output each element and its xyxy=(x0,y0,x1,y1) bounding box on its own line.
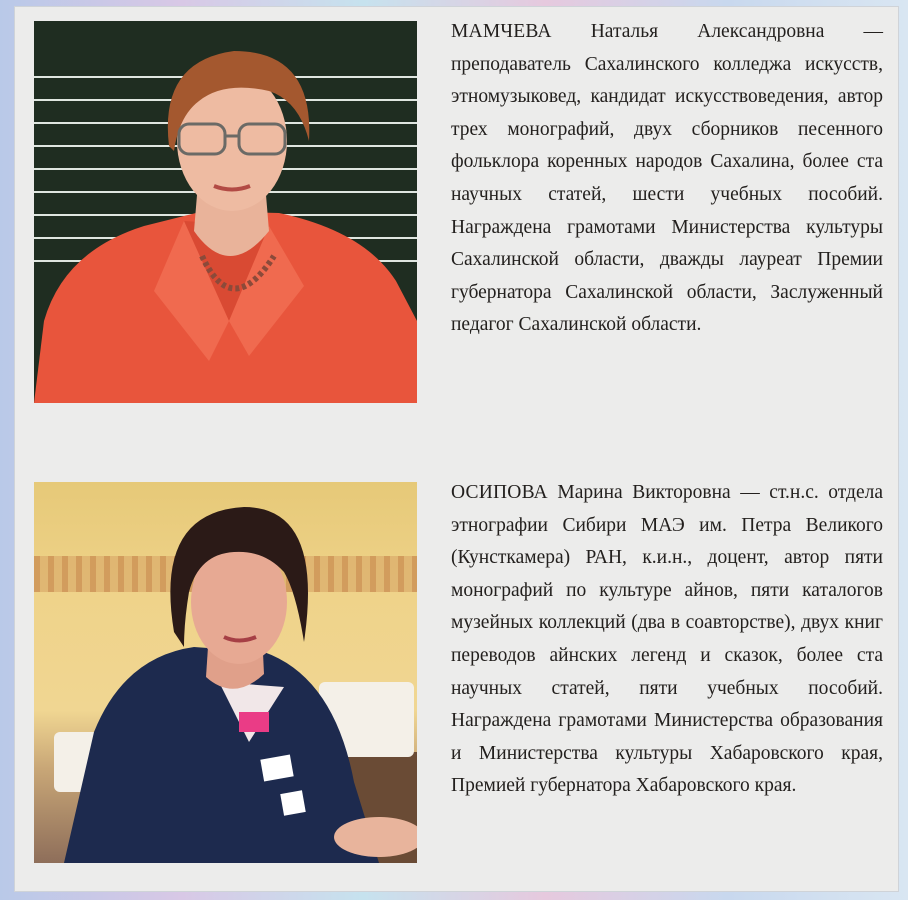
bio-text-osipova xyxy=(451,477,883,803)
bio-text-mamcheva xyxy=(451,16,883,342)
portrait-photo-osipova xyxy=(34,482,417,863)
person-surname: ОСИПОВА xyxy=(451,482,548,503)
portrait-illustration-1 xyxy=(34,21,417,403)
portrait-illustration-2 xyxy=(34,482,417,863)
book-page xyxy=(14,6,899,892)
portrait-photo-mamcheva xyxy=(34,21,417,403)
person-surname: МАМЧЕВА xyxy=(451,21,552,42)
person-bio: Марина Викторовна — ст.н.с. отдела этнографии Сибири МАЭ им. Петра Великого (Кунсткамера) РАН, к.и.н., доцент, автор пяти монографий по культуре айнов, пяти каталогов музейных коллекций (два в соавторстве), двух книг переводов айнских легенд и сказок, более ста научных статей, пяти учебных пособий. Награждена грамотами Министерства образования и Министерства культуры Хабаровского края, Премией губернатора Хабаровского края. xyxy=(451,482,884,797)
person-bio: Наталья Александровна — преподаватель Сахалинского колледжа искусств, этномузыковед, кандидат искусствоведения, автор трех монографий, двух сборников песенного фольклора коренных народов Сахалина, более ста научных статей, шести учебных пособий. Награждена грамотами Министерства культуры Сахалинской области, дважды лауреат Премии губернатора Сахалинской области, Заслуженный педагог Сахалинской области. xyxy=(451,21,883,336)
